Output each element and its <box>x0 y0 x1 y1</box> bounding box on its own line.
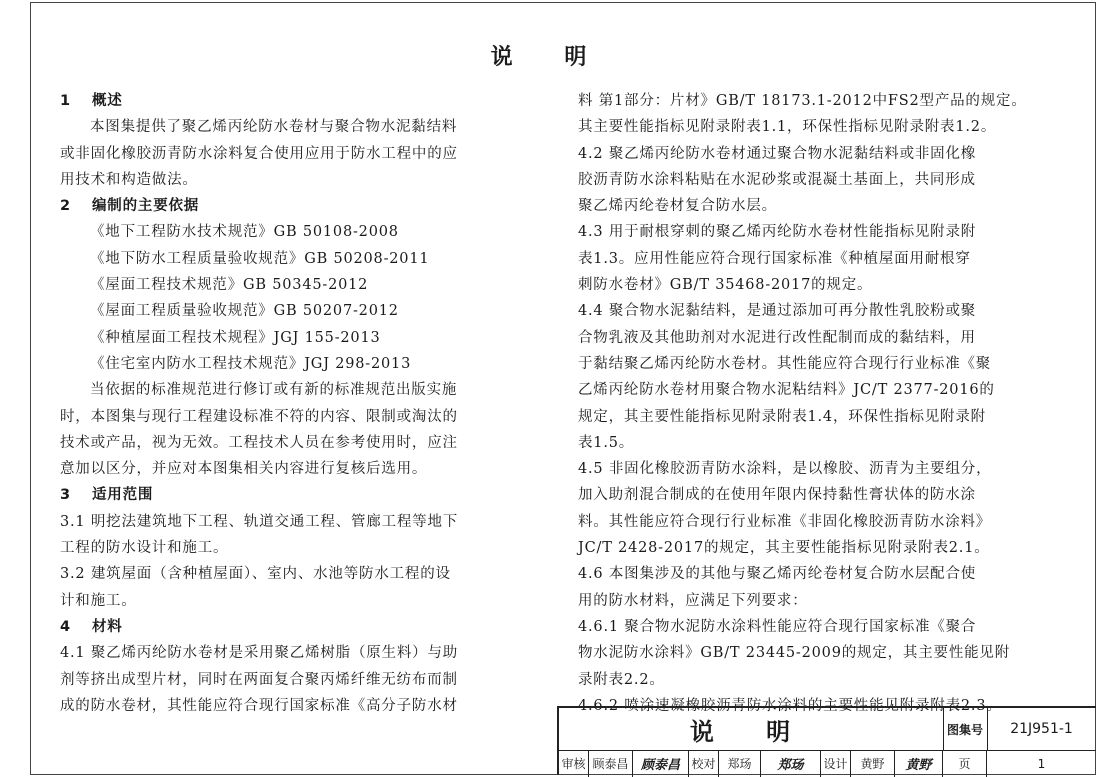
atlas-number: 21J951-1 <box>1010 721 1073 737</box>
reviewer-signature: 顾泰昌 <box>633 750 689 777</box>
reference-line: 《住宅室内防水工程技术规范》JGJ 298-2013 <box>90 355 412 372</box>
text-line: 录附表2.2。 <box>578 671 665 688</box>
text-line: 聚乙烯丙纶卷材复合防水层。 <box>578 198 777 215</box>
text-line: 4.4 聚合物水泥黏结料，是通过添加可再分散性乳胶粉或聚 <box>578 303 977 320</box>
text-line: 加入助剂混合制成的在使用年限内保持黏性膏状体的防水涂 <box>578 487 976 504</box>
text-line: 计和施工。 <box>60 592 137 609</box>
text-line: 用技术和构造做法。 <box>60 171 198 188</box>
text-line: 刺防水卷材》GB/T 35468-2017的规定。 <box>578 277 873 294</box>
section-number: 1 <box>60 93 71 109</box>
reference-line: 《地下防水工程质量验收规范》GB 50208-2011 <box>90 250 430 267</box>
text-line: 时，本图集与现行工程建设标准不符的内容、限制或淘汰的 <box>60 408 458 425</box>
review-label: 审核 <box>559 750 589 777</box>
text-line: 表1.3。应用性能应符合现行国家标准《种植屋面用耐根穿 <box>578 250 971 267</box>
checker-name: 郑玚 <box>719 750 761 777</box>
text-line: 4.6.2 喷涂速凝橡胶沥青防水涂料的主要性能见附录附表2.3。 <box>578 697 1002 714</box>
check-label: 校对 <box>689 750 719 777</box>
text-line: 合物乳液及其他助剂对水泥进行改性配制而成的黏结料，用 <box>578 329 976 346</box>
section-heading <box>60 193 525 219</box>
text-line: 4.6.1 聚合物水泥防水涂料性能应符合现行国家标准《聚合 <box>578 618 977 635</box>
text-line: 3.2 建筑屋面（含种植屋面）、室内、水池等防水工程的设 <box>60 566 451 583</box>
section-heading <box>60 88 525 114</box>
text-line: 或非固化橡胶沥青防水涂料复合使用应用于防水工程中的应 <box>60 145 458 162</box>
right-column <box>578 88 1048 719</box>
title-block <box>557 706 1096 775</box>
text-line: 其主要性能指标见附录附表1.1，环保性指标见附录附表1.2。 <box>578 119 997 136</box>
text-line: 成的防水卷材，其性能应符合现行国家标准《高分子防水材 <box>60 697 458 714</box>
text-line: 胶沥青防水涂料粘贴在水泥砂浆或混凝土基面上，共同形成 <box>578 171 976 188</box>
design-label: 设计 <box>821 750 851 777</box>
text-line: 于黏结聚乙烯丙纶防水卷材。其性能应符合现行行业标准《聚 <box>578 355 992 372</box>
section-title: 概述 <box>92 93 123 109</box>
text-line: 料。其性能应符合现行行业标准《非固化橡胶沥青防水涂料》 <box>578 513 992 530</box>
reference-line: 《种植屋面工程技术规程》JGJ 155-2013 <box>90 329 381 346</box>
text-line: 4.3 用于耐根穿刺的聚乙烯丙纶防水卷材性能指标见附录附 <box>578 224 977 241</box>
text-line: 乙烯丙纶防水卷材用聚合物水泥粘结料》JC/T 2377-2016的 <box>578 382 995 399</box>
designer-name: 黄野 <box>851 750 895 777</box>
reviewer-name: 顾泰昌 <box>589 750 633 777</box>
text-line: JC/T 2428-2017的规定，其主要性能指标见附录附表2.1。 <box>578 540 990 557</box>
section-title: 材料 <box>92 618 123 635</box>
text-line: 本图集提供了聚乙烯丙纶防水卷材与聚合物水泥黏结料 <box>90 119 458 136</box>
section-number: 2 <box>60 198 71 215</box>
text-line: 4.2 聚乙烯丙纶防水卷材通过聚合物水泥黏结料或非固化橡 <box>578 145 977 162</box>
text-line: 表1.5。 <box>578 434 635 451</box>
section-title: 适用范围 <box>92 487 154 504</box>
text-line: 物水泥防水涂料》GB/T 23445-2009的规定，其主要性能见附 <box>578 645 1011 662</box>
page-number: 1 <box>1037 756 1046 771</box>
text-line: 4.6 本图集涉及的其他与聚乙烯丙纶卷材复合防水层配合使 <box>578 566 977 583</box>
section-heading <box>60 614 525 640</box>
designer-signature: 黄野 <box>895 750 943 777</box>
text-line: 剂等挤出成型片材，同时在两面复合聚丙烯纤维无纺布而制 <box>60 671 458 688</box>
text-line: 规定，其主要性能指标见附录附表1.4，环保性指标见附录附 <box>578 408 986 425</box>
reference-line: 《屋面工程技术规范》GB 50345-2012 <box>90 277 369 294</box>
left-column <box>60 88 525 719</box>
checker-signature: 郑玚 <box>761 750 821 777</box>
atlas-number-label: 图集号 <box>943 708 988 750</box>
text-line: 4.1 聚乙烯丙纶防水卷材是采用聚乙烯树脂（原生料）与助 <box>60 645 459 662</box>
section-title: 编制的主要依据 <box>92 198 200 215</box>
text-line: 4.5 非固化橡胶沥青防水涂料，是以橡胶、沥青为主要组分， <box>578 461 992 478</box>
reference-line: 《屋面工程质量验收规范》GB 50207-2012 <box>90 303 399 320</box>
section-number: 4 <box>60 618 71 635</box>
drawing-name: 说 明 <box>559 708 944 750</box>
text-line: 当依据的标准规范进行修订或有新的标准规范出版实施 <box>90 382 458 399</box>
text-line: 用的防水材料，应满足下列要求： <box>578 592 808 609</box>
text-line: 料 第1部分：片材》GB/T 18173.1-2012中FS2型产品的规定。 <box>578 93 1027 109</box>
page-title: 说 明 <box>490 45 609 70</box>
reference-line: 《地下工程防水技术规范》GB 50108-2008 <box>90 224 399 241</box>
section-heading <box>60 482 525 508</box>
text-line: 技术或产品，视为无效。工程技术人员在参考使用时，应注 <box>60 434 458 451</box>
text-line: 意加以区分，并应对本图集相关内容进行复核后选用。 <box>60 461 428 478</box>
section-number: 3 <box>60 487 71 504</box>
page-label: 页 <box>943 750 987 777</box>
text-line: 3.1 明挖法建筑地下工程、轨道交通工程、管廊工程等地下 <box>60 513 459 530</box>
text-line: 工程的防水设计和施工。 <box>60 540 229 557</box>
